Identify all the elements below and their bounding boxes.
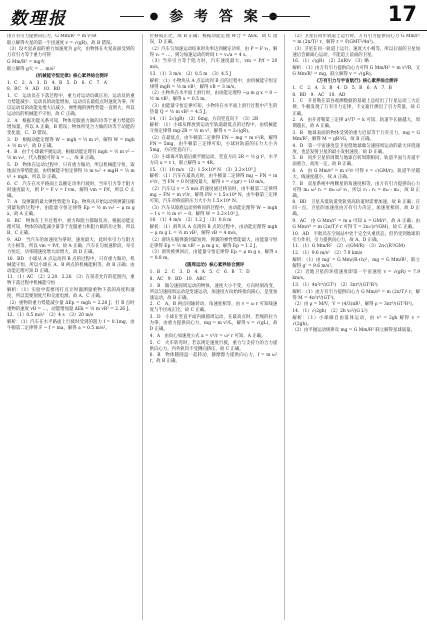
answer-paragraph: 解析：（1）汽车在水平路面上行驶时受到的阻力 f = 0.1mg，由牛顿第二定律得 F − f = ma，解得 a = 0.5 m/s²。 (7, 319, 135, 332)
column-middle (150, 34, 278, 620)
section-title-text: 参 考 答 案 (169, 9, 261, 25)
answer-paragraph: 12．（1）0.5 m/s² （2）4 s （3）20 m/s (7, 313, 94, 319)
answer-paragraph: 1．C 开普勒在第谷观测数据的基础上总结出了行星运动三大定律，牛顿发现了万有引力定律，卡文迪什测出了引力常量，故 C 正确。 (292, 99, 420, 117)
answer-paragraph: 7．B 双星系统中两颗星的角速度相等，由万有引力提供向心力可得 m₁ ω² r₁ = m₂ ω² r₂，所以 r₁ : r₂ = m₂ : m₁，故 B 正确。 (292, 181, 420, 199)
answer-paragraph: （2）汽车以 v = 5 m/s 的速度通过桥顶时，由牛顿第二定律得 mg − FN = m v²/r，解得 FN = 1.5×10⁴ N，由牛顿第三定律可知，汽车对桥面的压力大小为 1.5×10⁴ N。 (149, 186, 278, 204)
answer-paragraph: 1．C 2．A 3．D 4．B 5．D 6．C 7．A (7, 80, 107, 86)
answer-paragraph: （2）由平抛运动规律及 mg = G Mm/R² 联立解得星球质量。 (292, 328, 415, 334)
answer-paragraph: 2．A 由开普勒第三定律 a³/T² = k 可知，轨道半长轴越大，周期越长，故 A 正确。 (292, 118, 420, 130)
answer-paragraph: 7．A 设弹簧的最大弹性势能为 Ep，物块从开始运动到弹簧压缩到最短的过程中，由能量守恒定律得 Ep = ½ m v₀² − μ m g x，故 A 正确。 (7, 200, 135, 218)
column-divider (142, 34, 143, 620)
answer-paragraph: 2．C A、B 两点同轴转动，角速度相等，由 v = ω r 可知线速度与半径成正比，故 C 正确。 (149, 302, 278, 314)
answer-paragraph: 10．AD 宇航员在空间站中处于完全失重状态，但仍受到地球的引力作用，引力提供向心力，故 A、D 正确。 (292, 231, 420, 243)
answer-paragraph: 14．（1）2√(gR) （2）6mg，方向竖直向下 （3）2R (149, 116, 259, 122)
answer-paragraph: 解析：（1）小球从释放到运动至轨道最低点的过程中，由机械能守恒定律得 mg·2R = ½ m v²，解得 v = 2√(gR)。 (149, 123, 278, 135)
answer-paragraph: 13．（1）4π²r³/(GT²) （2）3πr³/(GT²R³) (292, 283, 378, 289)
answer-paragraph: 8．BD 9．AC 10．AD (292, 92, 346, 98)
answer-paragraph: 4．D 第一宇宙速度是卫星绕地球做匀速圆周运动的最大环绕速度，也是发射卫星的最小发射速度，故 D 正确。 (292, 143, 420, 155)
answer-paragraph: 11．（1）G Mm/R² （2）√(GM/R) （3）2π√(R³/GM) (292, 244, 405, 250)
title-bullet-right: ● (268, 11, 281, 22)
answer-paragraph: 联立解得 g火 = … m/s² (7, 66, 56, 72)
answer-paragraph: 1．C 运动员在下落过程中，重力对运动员做正功，运动员的重力势能减少；运动员的动能增加，运动员在最低点时速度为零，所以运动员的动能先增大后减小，弹性绳的弹性势能一直增大，所以运动员的机械能不守恒，故 C 正确。 (7, 93, 135, 118)
answer-paragraph: 解析：（1）滑块从 A 点滑到 B 点的过程中，由动能定理得 mgh − μ m g L = ½ m vB²，解得 vB = 4 m/s。 (149, 224, 278, 236)
answer-paragraph: 9．AC 由 G Mm/r² = m a 可知 a = GM/r²，故 A 正确；由 G Mm/r² = m (2π/T)² r 可得 T = 2π√(r³/GM)，故 C 正确。 (292, 219, 420, 231)
answer-paragraph: 由万有引力提供向心力，G Mm/R² = m v²/R (7, 34, 97, 39)
answer-paragraph: 解析：（1）实验中需要用打点计时器测量重物下落的高度和速度，所以需要刻度尺和交流电源，故 A、C 正确。 (7, 287, 135, 300)
answer-paragraph: （2）重物的重力势能减少量 ΔEp = mgh = 2.28 J；打 B 点时重物的速度 vB = …，动能增加量 ΔEk = ½ m vB² = 2.26 J。 (7, 300, 135, 312)
answer-paragraph: 6．A 由 G Mm/r² = m v²/r 可得 v = √(GM/r)，轨道半径越大，线速度越小，故 A 正确。 (292, 168, 420, 180)
title-bullet-left: ● (149, 11, 162, 22)
answer-paragraph: 10．BD 小球从 A 点运动到 B 点的过程中，只有重力做功，机械能守恒，所以小球在 A、B 两点的机械能相等，故 B 正确；由动能定理可知 D 正确。 (7, 256, 135, 274)
answer-paragraph: 6．B 物体随圆盘一起转动，静摩擦力提供向心力，f = m ω² r，故 B 正确。 (149, 353, 278, 365)
answer-paragraph: （3）设火星表面的重力加速度为 g火，由物体在火星表面受到的万有引力等于重力可得 (7, 47, 135, 59)
answer-paragraph: 解析：（1）由万有引力提供向心力 G Mm/r² = m (2π/T)² r，解得 M = 4π²r³/(GT²)。 (292, 289, 420, 301)
answer-paragraph: 16．（1）4 m/s （2）1.2 J （3）0.8 m (149, 218, 232, 224)
answer-paragraph: 1．B 做匀速圆周运动的物体，速度大小不变，方向时刻改变，所以匀速圆周运动是变速运动，加速度方向始终指向圆心，是变加速运动，故 B 正确。 (149, 283, 278, 301)
answer-paragraph: （3）滑块被弹回后，由能量守恒定律得 Ep = μ m g s，解得 s = 0.8 m。 (149, 250, 278, 262)
answer-paragraph: 3．D 根据动能定理得 W − mgh = ½ m v²，解得 W = mgh + ½ m v²，故 D 正确。 (7, 137, 135, 149)
title-rule-right (262, 16, 310, 17)
column-right (292, 34, 420, 620)
answer-paragraph: 1．B 2．C 3．D 4．A 5．C 6．B 7．D (149, 270, 250, 276)
answer-columns (7, 34, 420, 620)
answer-paragraph: 解析：（1）小球做自由落体运动，由 v² = 2gh 解得 v = √(2gh)。 (292, 315, 420, 327)
section-title-wrap (120, 6, 310, 26)
answer-paragraph: （2）汽车匀加速运动结束时功率达到额定功率，由 P = F v₁，解得 v₁ = …，则匀加速运动的时间 t = v₁/a = 4 s。 (149, 46, 278, 58)
answer-paragraph: 11．（1）AC （2）2.28 2.26 （3）在误差允许的范围内，重物下落过程中机械能守恒 (7, 275, 135, 287)
answer-paragraph: （2）滑块压缩弹簧到最短时，弹簧的弹性势能最大，由能量守恒定律得 Ep = ½ m vB² − μ m g x，解得 Ep = 1.2 J。 (149, 237, 278, 249)
answer-paragraph: 8．BC 物体在上升过程中，重力和阻力都做负功，根据动能定理可知，物体的动能减少量等于克服重力和阻力做的功之和，所以 B、C 正确。 (7, 219, 135, 237)
answer-paragraph: （2）卫星在同步轨道上运行时，万有引力提供向心力 G Mm/r² = m (2π/T)² r，解得 r = ∛(GMT²/4π²)。 (292, 34, 420, 46)
answer-paragraph: 14．（1）√(2gh) （2）2h v₀²/(G L²) (292, 309, 368, 315)
answer-paragraph: 4．B 由于小球做平抛运动，根据动能定理有 mgh = ½ m v² − ½ m v₀²，代入数据可得 h = …，故 B 正确。 (7, 150, 135, 162)
answer-paragraph: 5．C 火车转弯时，若以规定速度行驶，重力与支持力的合力提供向心力，内外轨均不受侧向挤压，故 C 正确。 (149, 340, 278, 352)
answer-paragraph: 1．C 2．A 3．B 4．D 5．B 6．A 7．B (292, 86, 392, 92)
answer-paragraph: 15．（1）10 m/s （2）1.5×10⁴ N （3）3.2×10⁵ J (149, 167, 256, 173)
page-header (0, 0, 427, 31)
column-divider (284, 34, 285, 620)
answer-paragraph: 9．AD 当汽车的加速度为零时，速度最大，此时牵引力与阻力大小相等，所以 vm = P/f，故 A 正确；汽车在匀加速阶段，牵引力恒定，功率随速度增大而增大，故 D 正确。 (7, 237, 135, 255)
answer-paragraph: （3）由能量守恒定律可知，小物块在水平面上滑行过程中产生的热量 Q = ½ m vB² = 4.5 J。 (149, 104, 278, 116)
answer-paragraph: 16．（1）√(gR) （2）2πR/v （3）略 (292, 59, 369, 65)
answer-paragraph: （3）小球离开轨道后做平抛运动，竖直方向 2R = ½ g t²，水平方向 x = v t，联立解得 x = 4R。 (149, 154, 278, 166)
answer-paragraph: 8．BC 9．AD 10．BD (7, 87, 61, 93)
answer-paragraph: 5．B 同步卫星的周期与地球自转周期相同，轨道平面与赤道平面重合，高度一定，故 B 正确。 (292, 156, 420, 168)
answer-paragraph: 《圆周运动》核心素养综合测评 (182, 263, 245, 269)
answer-paragraph: 12．（1）9.6 m/s² （2）7.9 km/s (292, 251, 363, 257)
answer-paragraph: 解析：（1）由 mg' = G Mm/(R+h)²，mg = G Mm/R²，联立解得 g' = 9.6 m/s²。 (292, 257, 420, 269)
answer-paragraph: 《万有引力与宇宙航行》核心素养综合测评 (314, 79, 398, 85)
answer-paragraph: 3．D 小球在竖直平面内做圆周运动，在最高点时，若绳的拉力为零，由重力提供向心力，mg = m v²/L，解得 v = √(gL)，故 D 正确。 (149, 315, 278, 333)
answer-paragraph: （2）近地卫星的环绕速度即第一宇宙速度 v = √(gR) = 7.9 km/s。 (292, 270, 420, 282)
answer-paragraph: 4．A 由向心加速度公式 a = v²/r = ω² r 可知，A 正确。 (149, 333, 266, 339)
answer-paragraph: G Mm/R² = mg火 (7, 59, 45, 65)
answer-paragraph: 8．BD 卫星从低轨道变轨到高轨道时需要加速，故 B 正确；在同一点，卫星的加速度由万有引力决定，加速度相同，故 D 正确。 (292, 200, 420, 218)
answer-paragraph: 《机械能守恒定律》核心素养综合测评 (33, 73, 109, 79)
answer-paragraph: 2．A 根据功能关系可知，物体克服重力做的功等于重力势能的增加量，所以 A 正确，B 错误；物体所受合力做的功等于动能的变化量，C、D 错误。 (7, 118, 135, 136)
answer-paragraph: 6．C 汽车在水平路面上以额定功率行驶时，当牵引力等于阻力时速度最大，则 P = F v = f vm，解得 vm = P/f，所以 C 正确。 (7, 181, 135, 199)
answer-paragraph: 解析：（1）汽车在最高点时，由牛顿第二定律得 mg − FN = m v²/r，当 FN = 0 时速度最大，解得 v = √(gr) = 10 m/s。 (149, 174, 278, 186)
answer-paragraph: 解析：（1）小物块从 A 点运动到 B 点的过程中，由机械能守恒定律得 mgR = ½ m vB²，解得 vB = 3 m/s。 (149, 78, 278, 90)
answer-paragraph: （3）卫星在同一轨道上运行，速度大小相等，所以后面的卫星加速后会做离心运动，不能追上前面的卫星。 (292, 46, 420, 58)
column-left (7, 34, 135, 620)
answer-paragraph: 5．D 物体在运动过程中，只有重力做功，所以机械能守恒，取地面为零势能面，由机械能守恒定律得 ½ m v₀² + mgH = ½ m v² + mgh，所以 D 正确。 (7, 162, 135, 180)
answer-paragraph: （2）在最低点，由牛顿第二定律得 FN − mg = m v²/R，解得 FN = 5mg，由牛顿第三定律可知，小球对轨道的压力大小为 5mg，方向竖直向下。 (149, 136, 278, 154)
answer-paragraph: （2）由 ρ = M/V，V = (4/3)πR³，解得 ρ = 3πr³/(GT²R³)。 (292, 302, 417, 308)
answer-paragraph: 联立解得火星的第一宇宙速度 v = √(gR)，故 B 错误。 (7, 40, 115, 46)
answer-paragraph: （3）当牵引力等于阻力时，汽车速度最大，vm = P/f = 20 m/s。 (149, 59, 278, 71)
page-number: 17 (387, 2, 417, 26)
answer-paragraph: 8．AC 9．BD 10．ABC (149, 277, 206, 283)
answer-paragraph: （3）汽车从坡底运动到桥顶的过程中，由动能定理得 W − mgh − f s = ½ m v² − 0，解得 W = 3.2×10⁵ J。 (149, 205, 278, 217)
answer-paragraph: 解析：（1）由万有引力提供向心力可得 G Mm/R² = m v²/R，又 G Mm/R² = mg，联立解得 v = √(gR)。 (292, 66, 420, 78)
brand-logo: 数理报 (10, 9, 67, 29)
answer-paragraph: 13．（1）3 m/s （2）0.5 m （3）4.5 J (149, 72, 232, 78)
answer-paragraph: 3．B 地球表面的物体受到的重力近似等于万有引力，mg = G Mm/R²，解得 M = gR²/G，故 B 正确。 (292, 130, 420, 142)
answer-paragraph: （2）小物块在水平面上滑行时，由动能定理得 −μ m g x = 0 − ½ m vB²，解得 x = 0.5 m。 (149, 91, 278, 103)
answer-paragraph: 位移成正比，故 B 正确；根据动能定理 W合 = ΔEk，故 C 错误，D 正确。 (149, 34, 278, 46)
